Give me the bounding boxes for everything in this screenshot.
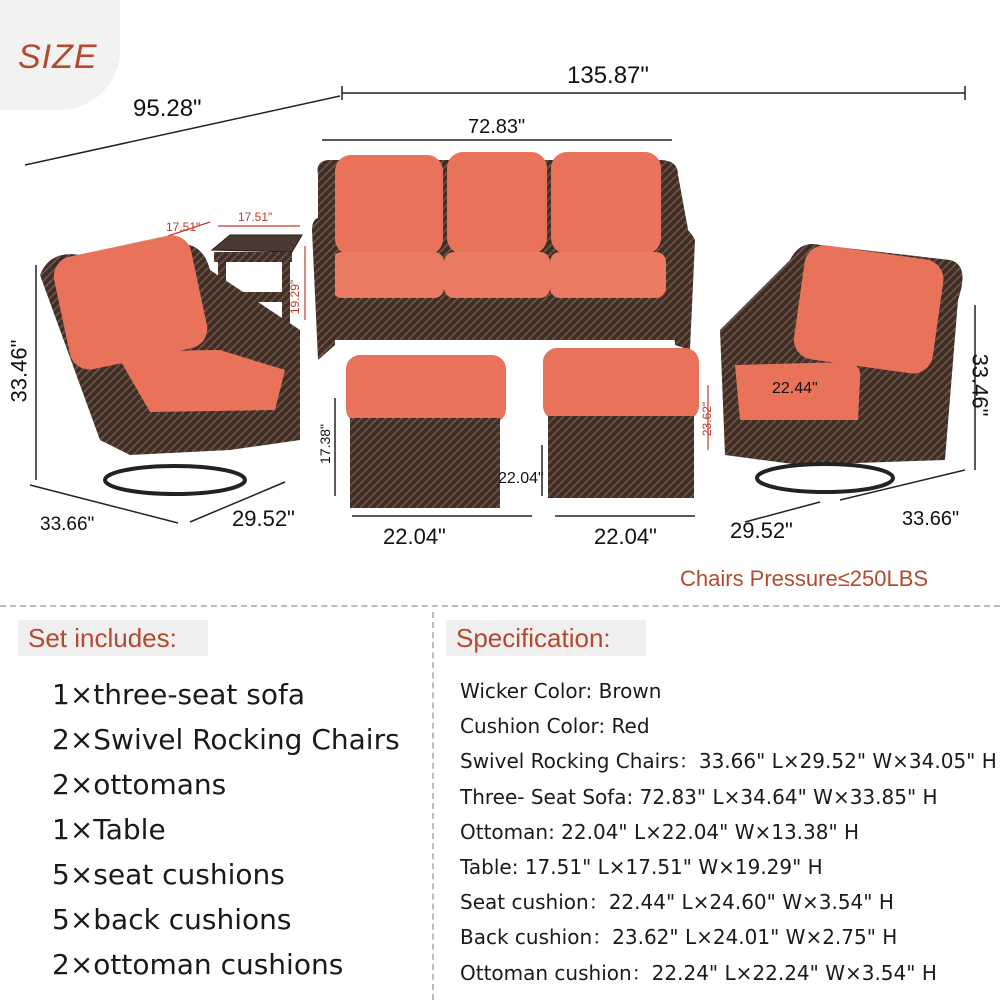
overall-depth-label: 95.28": [133, 95, 202, 122]
list-item: Wicker Color: Brown: [460, 679, 662, 703]
right-chair-depth-label: 33.66": [902, 508, 960, 530]
list-item: 5×seat cushions: [52, 858, 285, 891]
list-item: 5×back cushions: [52, 903, 292, 936]
right-ottoman-width-label: 22.04": [594, 524, 657, 549]
left-chair-width-label: 29.52": [232, 506, 295, 531]
left-ottoman-height-label: 17.38": [317, 423, 334, 465]
table-height-label: 19.29": [288, 279, 303, 315]
list-item: 1×three-seat sofa: [52, 678, 306, 711]
specification-heading: Specification:: [446, 620, 646, 656]
overall-length-label: 135.87": [567, 62, 649, 89]
left-ottoman: [346, 355, 506, 508]
left-swivel-chair: [40, 232, 303, 494]
set-includes-heading: Set includes:: [18, 620, 208, 656]
left-chair-depth-label: 33.66": [40, 514, 95, 535]
right-chair-width-label: 29.52": [730, 518, 793, 543]
right-chair-seat-depth-label: 23.62": [700, 401, 715, 437]
right-swivel-chair: [720, 243, 963, 492]
list-item: Swivel Rocking Chairs：33.66" L×29.52" W×34.05" H: [460, 749, 997, 774]
list-item: 2×Swivel Rocking Chairs: [52, 723, 400, 756]
pressure-note: Chairs Pressure≤250LBS: [680, 566, 929, 591]
three-seat-sofa: [312, 152, 695, 360]
list-item: Seat cushion：22.44" L×24.60" W×3.54" H: [460, 890, 894, 915]
list-item: Cushion Color: Red: [460, 714, 650, 739]
right-ottoman-depth-label: 22.04": [498, 470, 544, 487]
right-chair-seat-width-label: 22.44": [772, 380, 818, 397]
table-depth-label: 17.51": [166, 220, 201, 234]
list-item: Ottoman cushion：22.24" L×22.24" W×3.54" H: [460, 960, 937, 985]
set-includes-list: [52, 672, 400, 987]
size-label: SIZE: [18, 38, 98, 76]
right-ottoman: [543, 348, 699, 498]
section-divider: [0, 605, 1000, 607]
list-item: Back cushion：23.62" L×24.01" W×2.75" H: [460, 925, 898, 950]
list-item: Three- Seat Sofa: 72.83" L×34.64" W×33.85" H: [460, 784, 938, 809]
right-chair-height-label: 33.46": [967, 353, 993, 417]
list-item: Table: 17.51" L×17.51" W×19.29" H: [460, 854, 823, 879]
left-ottoman-width-label: 22.04": [383, 524, 446, 549]
sofa-width-label: 72.83": [468, 116, 526, 138]
list-item: Ottoman: 22.04" L×22.04" W×13.38" H: [460, 819, 860, 844]
left-chair-height-label: 33.46": [6, 339, 32, 403]
list-item: 1×Table: [52, 813, 166, 846]
specification-list: [460, 674, 997, 991]
list-item: 2×ottoman cushions: [52, 948, 344, 981]
table-width-label: 17.51": [238, 210, 273, 224]
column-divider: [432, 612, 434, 1000]
list-item: 2×ottomans: [52, 768, 227, 801]
